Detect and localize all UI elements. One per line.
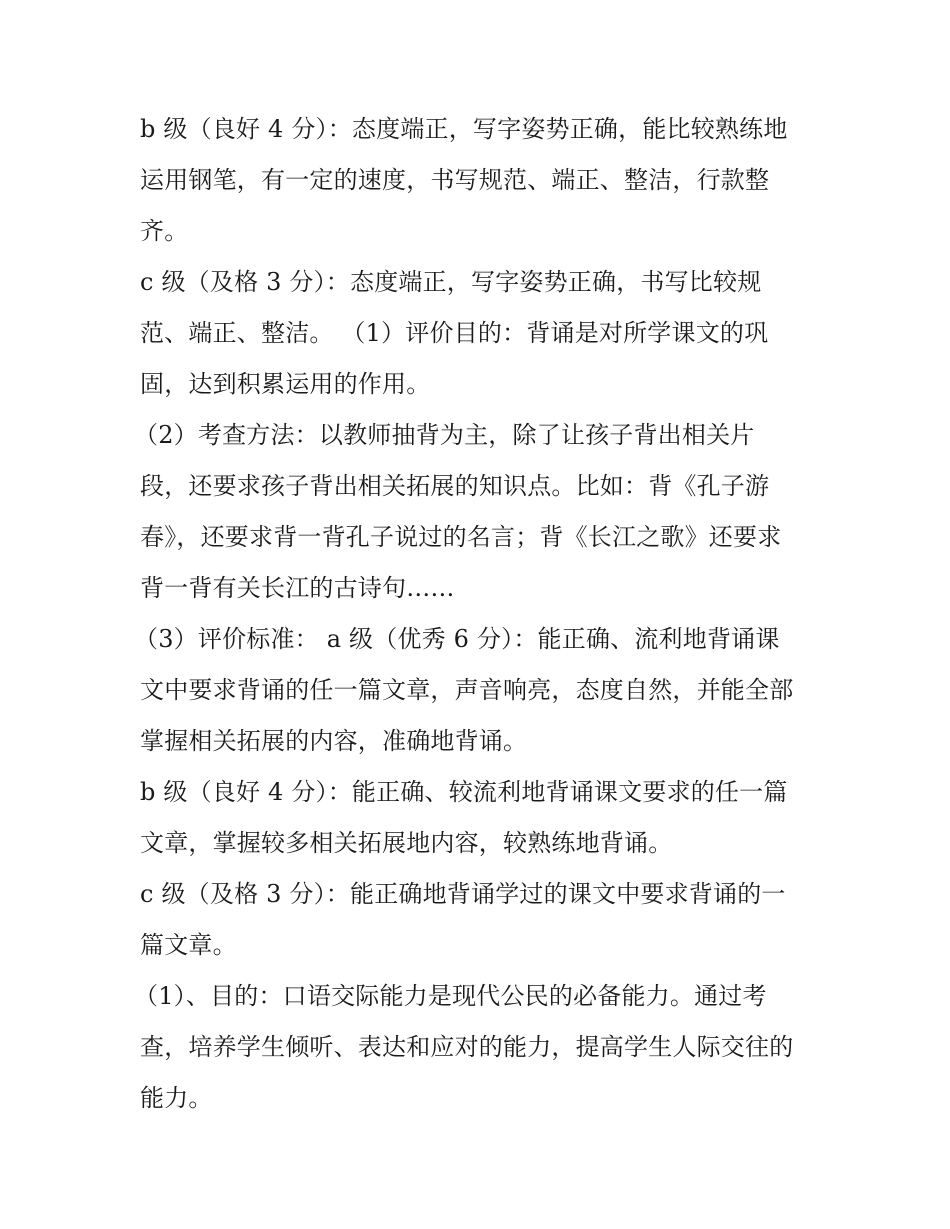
text-line: 文章，掌握较多相关拓展地内容，较熟练地背诵。 bbox=[140, 829, 673, 857]
paragraph-recitation-standard-a bbox=[134, 614, 820, 767]
text-line: b 级（良好 4 分）：态度端正，写字姿势正确，能比较熟练地 bbox=[140, 115, 788, 143]
paragraph-writing-grade-c bbox=[140, 257, 820, 410]
text-line: 运用钢笔，有一定的速度，书写规范、端正、整洁，行款整 bbox=[140, 166, 770, 194]
text-line: 固，达到积累运用的作用。 bbox=[140, 370, 431, 398]
text-line: （3）评价标准： a 级（优秀 6 分）：能正确、流利地背诵课 bbox=[134, 625, 780, 653]
text-line: 背一背有关长江的古诗句…… bbox=[140, 574, 455, 602]
text-line: 查，培养学生倾听、表达和应对的能力，提高学生人际交往的 bbox=[140, 1033, 794, 1061]
text-line: 春》，还要求背一背孔子说过的名言；背《长江之歌》还要求 bbox=[140, 523, 782, 551]
text-line: 段，还要求孩子背出相关拓展的知识点。比如：背《孔子游 bbox=[140, 472, 770, 500]
text-line: （1）、目的：口语交际能力是现代公民的必备能力。通过考 bbox=[134, 982, 767, 1010]
text-line: c 级（及格 3 分）：态度端正，写字姿势正确，书写比较规 bbox=[140, 268, 762, 296]
text-line: b 级（良好 4 分）：能正确、较流利地背诵课文要求的任一篇 bbox=[140, 778, 788, 806]
text-line: c 级（及格 3 分）：能正确地背诵学过的课文中要求背诵的一 bbox=[140, 880, 786, 908]
text-line: （2）考查方法：以教师抽背为主，除了让孩子背出相关片 bbox=[134, 421, 755, 449]
paragraph-recitation-method bbox=[134, 410, 820, 614]
text-line: 齐。 bbox=[140, 217, 189, 245]
text-line: 掌握相关拓展的内容，准确地背诵。 bbox=[140, 727, 528, 755]
text-line: 能力。 bbox=[140, 1084, 213, 1112]
text-line: 范、端正、整洁。 （1）评价目的：背诵是对所学课文的巩 bbox=[140, 319, 769, 347]
paragraph-recitation-grade-b bbox=[140, 767, 820, 869]
text-line: 篇文章。 bbox=[140, 931, 237, 959]
paragraph-recitation-grade-c bbox=[140, 869, 820, 971]
paragraph-writing-grade-b bbox=[140, 104, 820, 257]
paragraph-oral-communication-purpose bbox=[134, 971, 820, 1124]
document-body bbox=[134, 104, 820, 1124]
text-line: 文中要求背诵的任一篇文章，声音响亮，态度自然，并能全部 bbox=[140, 676, 794, 704]
